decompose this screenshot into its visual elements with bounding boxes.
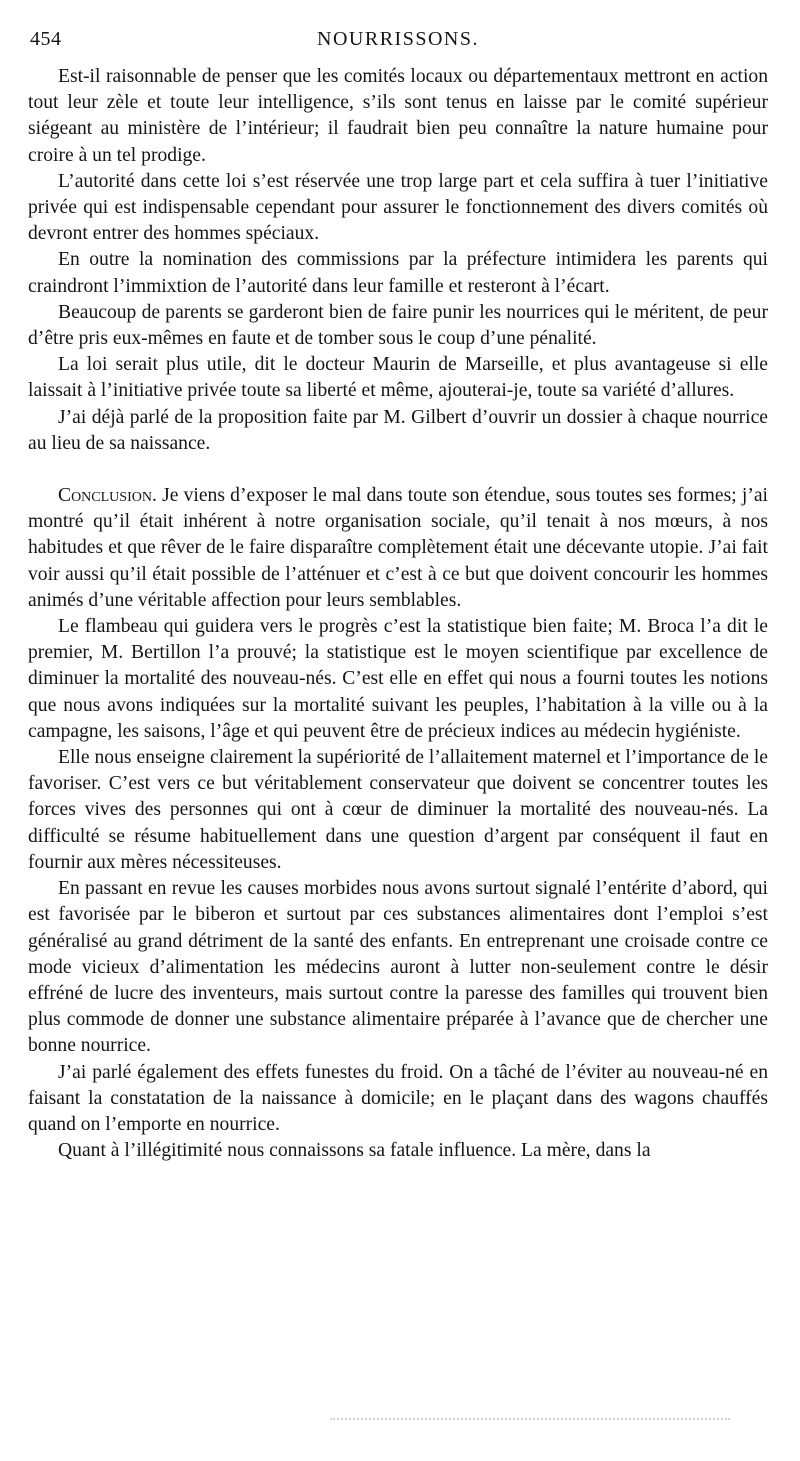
paragraph: Elle nous enseigne clairement la supériorité de l’allaitement maternel et l’importance de le favoriser. C’est vers ce but véritablement conservateur que doivent se concentrer toutes les forces vives des personnes qui ont à cœur de diminuer la mortalité des nouveau-nés. La difficulté se résume habituellement dans une question d’argent par conséquent il faut en fournir aux mères nécessiteuses.: [28, 747, 768, 873]
paragraph: Quant à l’illégitimité nous connaissons sa fatale influence. La mère, dans la: [58, 1140, 651, 1162]
paragraph: En passant en revue les causes morbides nous avons surtout signalé l’entérite d’abord, qui est favorisée par le biberon et surtout par ces substances alimentaires dont l’emploi s’est généralisé au grand détriment de la santé des enfants. En entreprenant une croisade contre ce mode vicieux d’alimentation les médecins auront à lutter non-seulement contre le désir effréné de lucre des inventeurs, mais surtout contre la paresse des familles qui trouvent bien plus commode de donner une substance alimentaire préparée à l’avance que de chercher une bonne nourrice.: [28, 878, 768, 1057]
paragraph: Beaucoup de parents se garderont bien de faire punir les nourrices qui le méritent, de peur d’être pris eux-mêmes en faute et de tomber sous le coup d’une pénalité.: [28, 301, 768, 350]
conclusion-label: Conclusion.: [58, 485, 157, 507]
running-title: NOURRISSONS.: [317, 28, 479, 50]
paragraph: Est-il raisonnable de penser que les comités locaux ou départementaux mettront en action tout leur zèle et toute leur intelligence, s’ils sont tenus en laisse par le comité supérieur siégeant au ministère de l’intérieur; il faudrait bien peu connaître la nature humaine pour croire à un tel prodige.: [28, 66, 768, 166]
paragraph: En outre la nomination des commissions par la préfecture intimidera les parents qui craindront l’immixtion de l’autorité dans leur famille et resteront à l’écart.: [28, 249, 768, 297]
page-header: [28, 24, 768, 54]
page-number: 454: [30, 28, 62, 50]
conclusion-paragraph: [28, 483, 768, 614]
body-text: [28, 64, 768, 1164]
paragraph: J’ai parlé également des effets funestes du froid. On a tâché de l’éviter au nouveau-né en faisant la constatation de la naissance à domicile; en le plaçant dans des wagons chauffés quand on l’emporte en nourrice.: [28, 1061, 768, 1135]
paragraph: J’ai déjà parlé de la proposition faite par M. Gilbert d’ouvrir un dossier à chaque nourrice au lieu de sa naissance.: [28, 406, 768, 454]
conclusion-text: Je viens d’exposer le mal dans toute son étendue, sous toutes ses formes; j’ai montré qu’il était inhérent à notre organisation sociale, qu’il tenait à nos mœurs, à nos habitudes et que rêver de le faire disparaître complètement était une décevante utopie. J’ai fait voir aussi qu’il était possible de l’atténuer et c’est à ce but que doivent concourir les hommes animés d’une véritable affection pour leurs semblables.: [28, 485, 768, 611]
paragraph: Le flambeau qui guidera vers le progrès c’est la statistique bien faite; M. Broca l’a dit le premier, M. Bertillon l’a prouvé; la statistique est le moyen scientifique par excellence de diminuer la mortalité des nouveau-nés. C’est elle en effet qui nous a fourni toutes les notions que nous avons indiquées sur la mortalité suivant les peuples, l’habitation à la ville ou à la campagne, les saisons, l’âge et qui peuvent être de précieux indices au médecin hygiéniste.: [28, 616, 768, 742]
scan-artifact-divider: [330, 1418, 730, 1422]
paragraph: L’autorité dans cette loi s’est réservée une trop large part et cela suffira à tuer l’initiative privée qui est indispensable cependant pour assurer le fonctionnement des divers comités où devront entrer des hommes spéciaux.: [28, 170, 768, 245]
book-page: [28, 24, 768, 1164]
paragraph: La loi serait plus utile, dit le docteur Maurin de Marseille, et plus avantageuse si elle laissait à l’initiative privée toute sa liberté et même, ajouterai-je, toute sa variété d’allures.: [28, 354, 768, 402]
